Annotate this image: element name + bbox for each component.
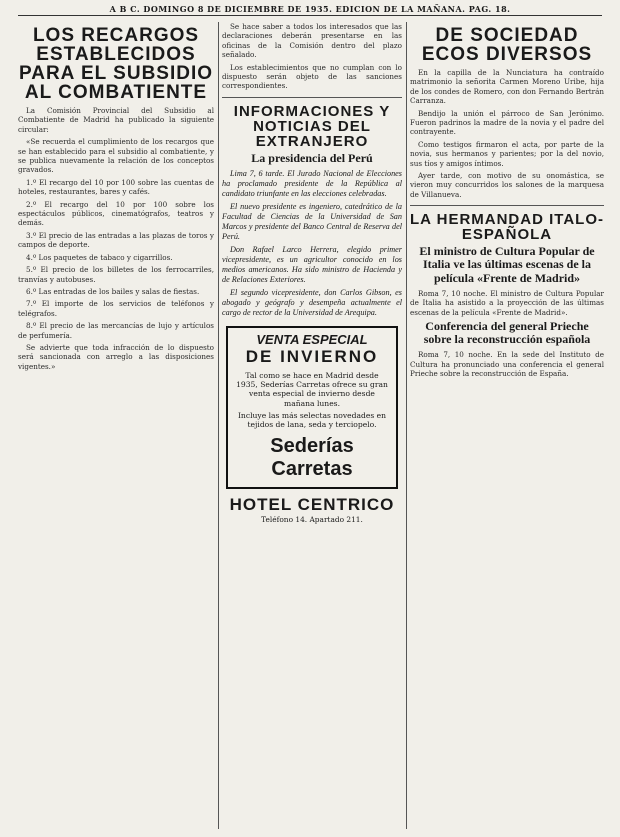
ad-title-line2: DE INVIERNO: [245, 347, 379, 367]
paragraph: Lima 7, 6 tarde. El Jurado Nacional de Elecciones ha proclamado presidente de la República al candidato triunfante en las elecciones celebradas.: [222, 169, 402, 199]
paragraph: La Comisión Provincial del Subsidio al Combatiente de Madrid ha publicado la siguiente circular:: [18, 106, 214, 134]
paragraph: «Se recuerda el cumplimiento de los recargos que se han establecido para el subsidio al combatiente, y se publica nuevamente la relación de los conceptos gravados.: [18, 137, 214, 175]
article-continuation: [222, 22, 402, 91]
ad-text-1: Tal como se hace en Madrid desde 1935, Sederías Carretas ofrece su gran venta especial de invierno desde mañana lunes.: [236, 371, 388, 408]
paragraph: 8.º El precio de las mercancías de lujo y artículos de perfumería.: [18, 321, 214, 340]
paragraph: Como testigos firmaron el acta, por parte de la novia, sus hermanos y parientes; por la del novio, sus tíos y amigos íntimos.: [410, 139, 604, 168]
article-peru-body: [222, 169, 402, 318]
column-divider-1: [218, 22, 219, 829]
paragraph: Los establecimientos que no cumplan con lo dispuesto serán objeto de las sanciones correspondientes.: [222, 62, 402, 91]
paragraph: En la capilla de la Nunciatura ha contraído matrimonio la señorita Carmen Moreno Uribe, hija de los condes de Romero, con don Fernando Bertrán Carranza.: [410, 68, 604, 106]
paragraph: El nuevo presidente es ingeniero, catedrático de la Facultad de Ciencias de la Universidad de San Marcos y presidente del Banco Central de Reserva del Perú.: [222, 202, 402, 242]
column-divider-2: [406, 22, 407, 829]
article-conferencia-body: [410, 350, 604, 378]
column-2: [222, 22, 402, 829]
advertisement-venta-especial: [226, 326, 398, 489]
headline-hermandad: LA HERMANDAD ITALO-ESPAÑOLA: [410, 211, 604, 244]
headline-recargos: LOS RECARGOS ESTABLECIDOS PARA EL SUBSIDIO AL COMBATIENTE: [18, 25, 214, 103]
paragraph: Ayer tarde, con motivo de su onomástica, se vieron muy concurridos los salones de la marquesa de Villanueva.: [410, 171, 604, 199]
paragraph: El segundo vicepresidente, don Carlos Gibson, es abogado y geógrafo y desempeña actualmente el cargo de rector de la Universidad de Arequipa.: [222, 288, 402, 318]
paragraph: Bendijo la unión el párroco de San Jerónimo. Fueron padrinos la madre de la novia y el padre del contrayente.: [410, 108, 604, 137]
article-recargos-body: [18, 106, 214, 371]
section-divider: [222, 97, 402, 98]
paragraph: 3.º El precio de las entradas a las plazas de toros y campos de deporte.: [18, 230, 214, 250]
subhead-peru: La presidencia del Perú: [251, 150, 373, 165]
paragraph: Roma 7, 10 noche. El ministro de Cultura Popular de Italia ha asistido a la proyección de las últimas escenas de la película «Frente de Madrid».: [410, 288, 604, 317]
paragraph: Don Rafael Larco Herrera, elegido primer vicepresidente, es un agricultor conocido en los medios americanos. Ha sido ministro de Hacienda y de Relaciones Exteriores.: [222, 245, 402, 285]
section-divider-2: [410, 205, 604, 206]
paragraph: Se advierte que toda infracción de lo dispuesto será sancionada con arreglo a las disposiciones vigentes.»: [18, 342, 214, 371]
hotel-ad-info: Teléfono 14. Apartado 211.: [261, 515, 363, 525]
headline-sociedad: DE SOCIEDAD ECOS DIVERSOS: [421, 25, 593, 65]
paragraph: 7.º El importe de los servicios de teléfonos y telégrafos.: [18, 299, 214, 318]
article-hermandad-body: [410, 289, 604, 317]
running-head: A B C. DOMINGO 8 DE DICIEMBRE DE 1935. EDICION DE LA MAÑANA. PAG. 18.: [109, 4, 511, 14]
paragraph: 1.º El recargo del 10 por 100 sobre las cuentas de hoteles, restaurantes, bares y cafés.: [18, 177, 214, 197]
subhead-conferencia: Conferencia del general Prieche sobre la reconstrucción española: [423, 319, 591, 347]
column-3: [410, 22, 604, 829]
hotel-ad-name: HOTEL CENTRICO: [229, 495, 395, 515]
paragraph: Roma 7, 10 noche. En la sede del Instituto de Cultura ha pronunciado una conferencia el general Prieche sobre la reconstrucción de España.: [410, 350, 604, 379]
paragraph: 6.º Las entradas de los bailes y salas de fiestas.: [26, 286, 200, 296]
subhead-ministro: El ministro de Cultura Popular de Italia ve las últimas escenas de la película «Frente de Madrid»: [419, 244, 595, 285]
ad-text-2: Incluye las más selectas novedades en tejidos de lana, seda y terciopelo.: [237, 410, 387, 430]
headline-extranjero: INFORMACIONES Y NOTICIAS DEL EXTRANJERO: [233, 102, 391, 150]
paragraph: Se hace saber a todos los interesados que las declaraciones deberán presentarse en las oficinas de la Comisión dentro del plazo señalado.: [222, 22, 402, 60]
top-rule: [18, 15, 602, 16]
paragraph: 5.º El precio de los billetes de los ferrocarriles, tranvías y autobuses.: [18, 265, 214, 284]
ad-title-line1: VENTA ESPECIAL: [256, 332, 368, 348]
paragraph: 4.º Los paquetes de tabaco y cigarrillos.: [26, 252, 173, 262]
paragraph: 2.º El recargo del 10 por 100 sobre los espectáculos públicos, cinematógrafos, teatros y demás.: [18, 199, 214, 228]
column-1: [18, 22, 214, 829]
ad-brand: Sederías Carretas: [270, 435, 354, 481]
article-sociedad-body: [410, 68, 604, 199]
